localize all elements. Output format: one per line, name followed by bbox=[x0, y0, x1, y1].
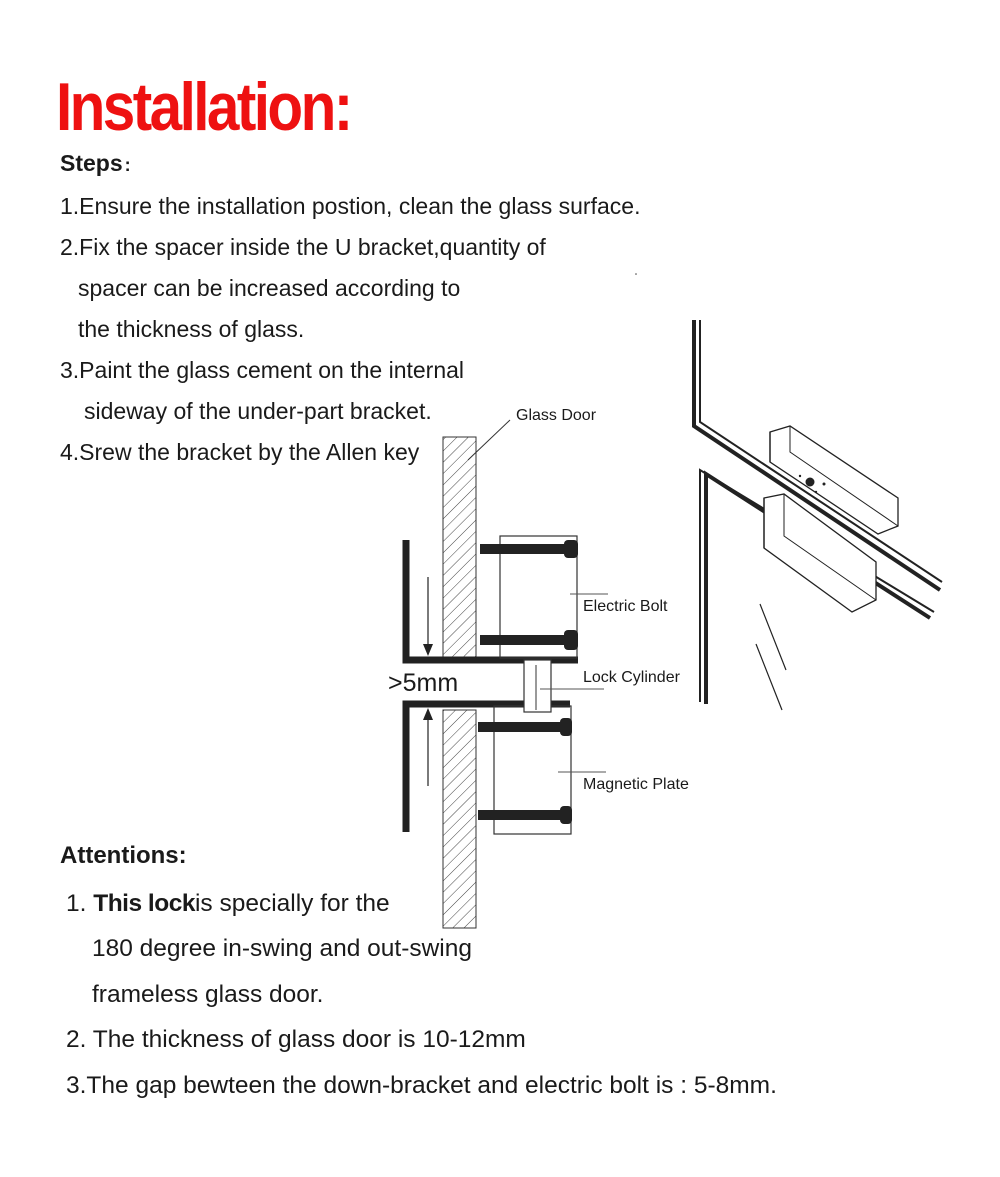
glass-door-upper bbox=[443, 437, 476, 657]
attention-2: 2. The thickness of glass door is 10-12mm bbox=[66, 1026, 526, 1053]
attention-1-bold: This lock bbox=[93, 890, 195, 917]
step-2-cont-2: the thickness of glass. bbox=[78, 316, 305, 342]
attentions-heading-text: Attentions bbox=[60, 842, 179, 869]
attentions-heading bbox=[60, 842, 187, 870]
step-2: 2.Fix the spacer inside the U bracket,quantity of bbox=[60, 234, 546, 260]
lock-cylinder-label: Lock Cylinder bbox=[583, 669, 680, 686]
step-3-cont: sideway of the under-part bracket. bbox=[84, 398, 432, 424]
attention-1-line3: frameless glass door. bbox=[92, 981, 324, 1008]
attention-3: 3.The gap bewteen the down-bracket and electric bolt is : 5-8mm. bbox=[66, 1072, 777, 1099]
steps-heading-text: Steps bbox=[60, 150, 123, 176]
attention-1-rest: is specially for the bbox=[194, 890, 390, 917]
perspective-view bbox=[694, 320, 942, 710]
step-3: 3.Paint the glass cement on the internal bbox=[60, 357, 465, 383]
magnetic-plate-label: Magnetic Plate bbox=[583, 776, 689, 793]
gap-label: >5mm bbox=[388, 669, 459, 697]
step-1: 1.Ensure the installation postion, clean the glass surface. bbox=[60, 193, 641, 219]
attention-1 bbox=[66, 890, 390, 918]
attention-1-line2: 180 degree in-swing and out-swing bbox=[92, 935, 472, 962]
step-4: 4.Srew the bracket by the Allen key bbox=[60, 439, 420, 465]
attentions-heading-colon: : bbox=[178, 842, 187, 869]
lock-cylinder bbox=[524, 660, 551, 712]
page-title: Installation: bbox=[56, 69, 351, 145]
attention-1-num: 1. bbox=[66, 890, 87, 917]
steps-heading-colon: : bbox=[124, 155, 131, 175]
glass-door-label: Glass Door bbox=[516, 407, 597, 424]
step-2-cont-1: spacer can be increased according to bbox=[78, 275, 461, 301]
electric-bolt-label: Electric Bolt bbox=[583, 598, 668, 615]
glass-door-lower bbox=[443, 710, 476, 928]
